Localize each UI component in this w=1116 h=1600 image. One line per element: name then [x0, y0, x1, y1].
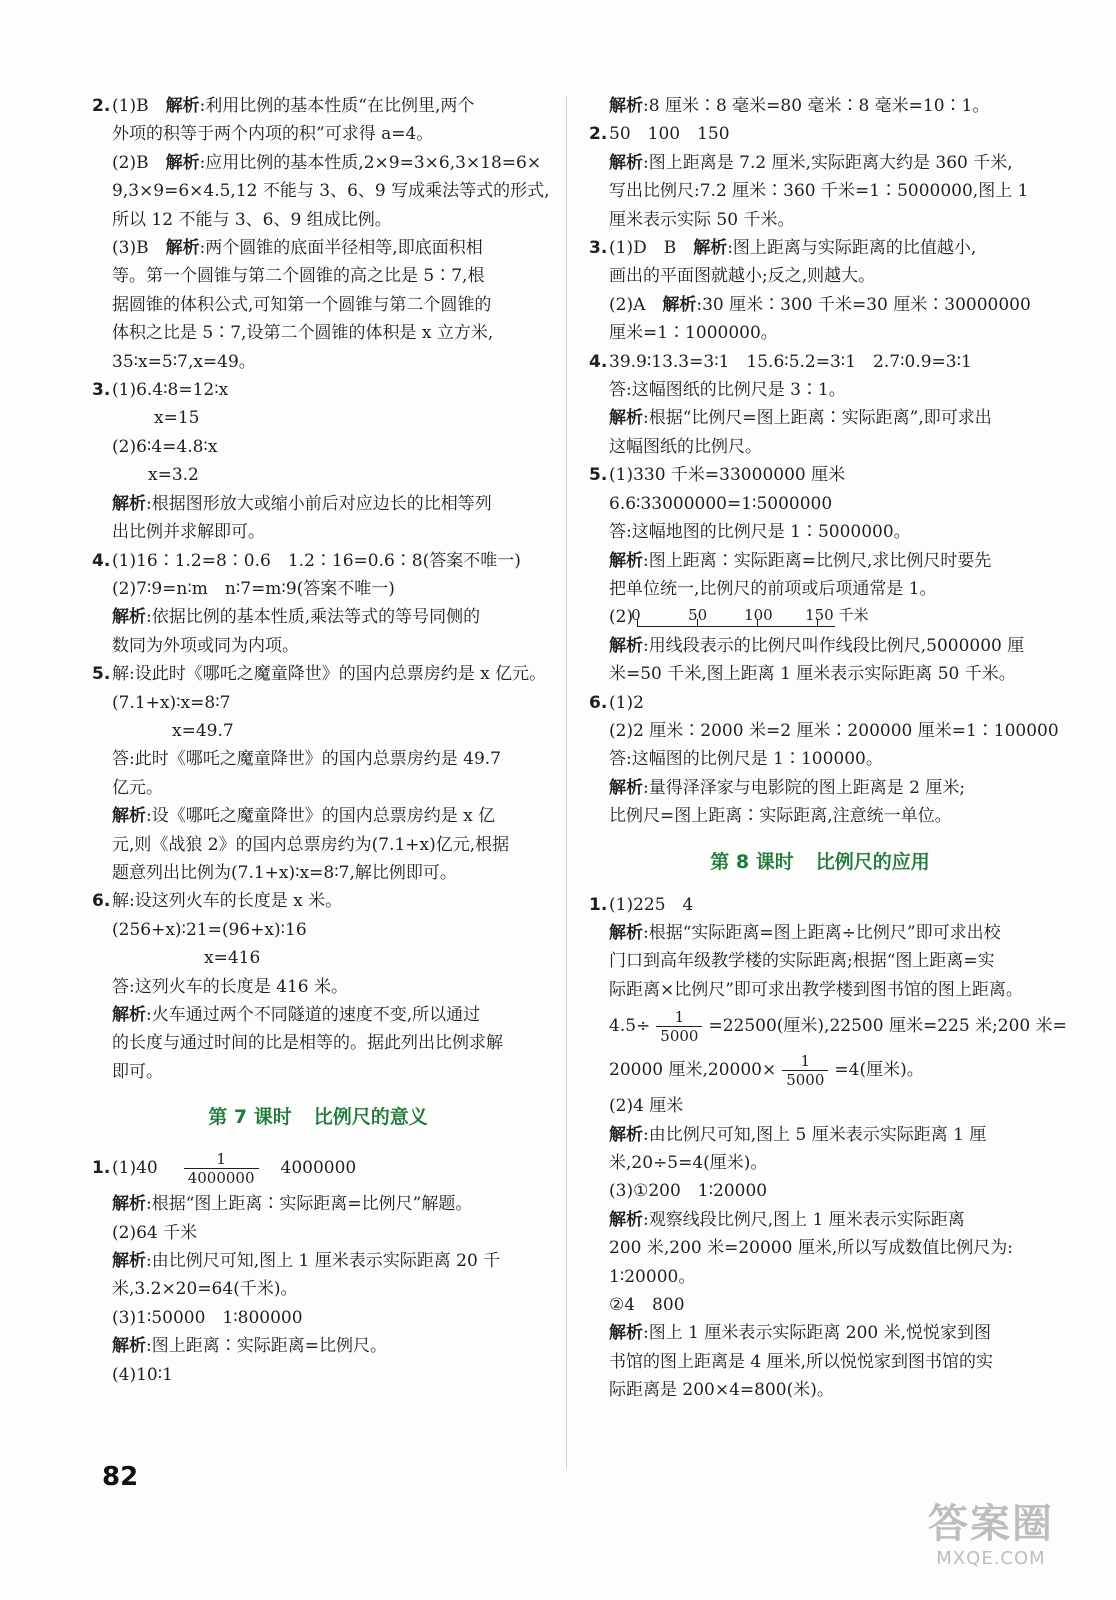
- r5-line2: 6.6∶33000000=1∶5000000: [609, 493, 833, 514]
- s7-q1-line4: (4)10∶1: [112, 1364, 173, 1385]
- s7-q1-line2: (2)64 千米: [112, 1222, 198, 1243]
- q3-line1: 3. (1)6.4∶8=12∶x: [92, 380, 229, 401]
- r6-line2: (2)2 厘米∶2000 米=2 厘米∶200000 厘米=1∶100000: [609, 720, 1059, 741]
- r5-analysis-line2: 把单位统一,比例尺的前项或后项通常是 1。: [609, 578, 937, 599]
- r5-line4: (2) 0 50 100 150 千米: [589, 603, 1051, 631]
- s8-q1-analysis3-line2: 200 米,200 米=20000 厘米,所以写成数值比例尺为:: [609, 1238, 1013, 1259]
- s7-q1-analysis1: 解析:根据“图上距离∶实际距离=比例尺”解题。: [112, 1194, 473, 1215]
- q6-line4: 答:这列火车的长度是 416 米。: [112, 976, 348, 997]
- r2-line1: 2. 50 100 150: [589, 124, 730, 145]
- q5-line4: 答:此时《哪吒之魔童降世》的国内总票房约是 49.7: [112, 749, 501, 770]
- r5-analysis2-line2: 米=50 千米,图上距离 1 厘米表示实际距离 50 千米。: [609, 664, 1016, 685]
- q4-analysis-line2: 数同为外项或同为内项。: [112, 635, 299, 656]
- scale-bar-label: 100: [744, 605, 773, 624]
- s8-q1-analysis2: 解析:由比例尺可知,图上 5 厘米表示实际距离 1 厘: [609, 1124, 987, 1145]
- r6-line1: 6. (1)2: [589, 692, 644, 713]
- r4-line2: 答:这幅图纸的比例尺是 3∶1。: [609, 380, 846, 401]
- q2-part1-line2: 外项的积等于两个内项的积”可求得 a=4。: [112, 124, 434, 145]
- s8-q1-analysis4: 解析:图上 1 厘米表示实际距离 200 米,悦悦家到图: [609, 1323, 992, 1344]
- fraction: $\frac{1}{4000000}$: [184, 1150, 259, 1187]
- s8-q1-analysis4-line2: 书馆的图上距离是 4 厘米,所以悦悦家到图书馆的实: [609, 1351, 994, 1372]
- r5-line3: 答:这幅地图的比例尺是 1∶5000000。: [609, 522, 911, 543]
- s7-q1-analysis2: 解析:由比例尺可知,图上 1 厘米表示实际距离 20 千: [112, 1251, 501, 1272]
- q2-part2: (2)B 解析:应用比例的基本性质,2×9=3×6,3×18=6×: [112, 152, 542, 173]
- r5-analysis: 解析:图上距离∶实际距离=比例尺,求比例尺时要先: [609, 550, 992, 571]
- q2-part3-line2: 等。第一个圆锥与第二个圆锥的高之比是 5∶7,根: [112, 266, 485, 287]
- r3-line3: (2)A 解析:30 厘米∶300 千米=30 厘米∶30000000: [609, 294, 1031, 315]
- column-divider: [566, 96, 567, 1468]
- s8-q1-calc2: 20000 厘米,20000× $\frac{1}{5000}$ =4(厘米)。: [609, 1052, 924, 1090]
- s8-q1-line3: (3)①200 1∶20000: [609, 1181, 768, 1202]
- q2-part3: (3)B 解析:两个圆锥的底面半径相等,即底面积相: [112, 238, 483, 259]
- q6-analysis-line2: 的长度与通过时间的比是相等的。据此列出比例求解: [112, 1033, 503, 1054]
- q5-analysis: 解析:设《哪吒之魔童降世》的国内总票房约是 x 亿: [112, 806, 496, 827]
- q6-line3: x=416: [204, 948, 261, 969]
- r2-analysis-line3: 厘米表示实际 50 千米。: [609, 209, 795, 230]
- q2-part2-line2: 9,3×9=6×4.5,12 不能与 3、6、9 写成乘法等式的形式,: [112, 181, 550, 202]
- r3-line4: 厘米=1∶1000000。: [609, 323, 778, 344]
- q6-line2: (256+x)∶21=(96+x)∶16: [112, 919, 307, 940]
- lesson-7-heading: 第 7 课时 比例尺的意义: [208, 1106, 428, 1129]
- scale-bar-label: 0: [631, 605, 641, 624]
- q5-line5: 亿元。: [112, 777, 163, 798]
- fraction: $\frac{1}{5000}$: [782, 1052, 828, 1089]
- watermark-site: MXQE.COM: [936, 1548, 1046, 1569]
- q3-line3: (2)6∶4=4.8∶x: [112, 436, 218, 457]
- scale-bar-label: 150 千米: [805, 605, 869, 624]
- fraction: $\frac{1}{5000}$: [656, 1008, 702, 1045]
- q6-analysis: 解析:火车通过两个不同隧道的速度不变,所以通过: [112, 1005, 481, 1025]
- s7-q1-analysis2-line2: 米,3.2×20=64(千米)。: [112, 1279, 298, 1300]
- watermark-logo: [906, 1500, 1076, 1582]
- s8-q1-line2: (2)4 厘米: [609, 1096, 684, 1117]
- q6-line1: 6. 解:设这列火车的长度是 x 米。: [92, 891, 343, 912]
- q3-analysis-line2: 出比例并求解即可。: [112, 522, 265, 543]
- s8-q1-analysis3: 解析:观察线段比例尺,图上 1 厘米表示实际距离: [609, 1209, 965, 1230]
- s7-q1-line1: 1. (1)40 $\frac{1}{4000000}$ 4000000: [92, 1150, 357, 1188]
- q5-analysis-line2: 元,则《战狼 2》的国内总票房约为(7.1+x)亿元,根据: [112, 834, 510, 855]
- s8-q1-analysis4-line3: 际距离是 200×4=800(米)。: [609, 1380, 834, 1401]
- r5-line1: 5. (1)330 千米=33000000 厘米: [589, 465, 846, 486]
- r4-analysis: 解析:根据“比例尺=图上距离∶实际距离”,即可求出: [609, 408, 992, 429]
- page-number: 82: [102, 1462, 139, 1492]
- q5-analysis-line3: 题意列出比例为(7.1+x)∶x=8∶7,解比例即可。: [112, 862, 457, 883]
- r1-analysis: 解析:8 厘米∶8 毫米=80 毫米∶8 毫米=10∶1。: [609, 96, 990, 116]
- watermark-brand: 答案圈: [928, 1501, 1054, 1547]
- r6-analysis: 解析:量得泽泽家与电影院的图上距离是 2 厘米;: [609, 777, 966, 798]
- q4-line1: 4. (1)16∶1.2=8∶0.6 1.2∶16=0.6∶8(答案不唯一): [92, 550, 521, 571]
- s8-q1-line4: ②4 800: [609, 1295, 685, 1316]
- s8-q1-line1: 1. (1)225 4: [589, 894, 694, 915]
- s8-q1-calc1: 4.5÷ $\frac{1}{5000}$ =22500(厘米),22500 厘米=225 米;200 米=: [609, 1008, 1067, 1046]
- s7-q1-line3: (3)1∶50000 1∶800000: [112, 1307, 303, 1328]
- q3-line2: x=15: [154, 408, 200, 429]
- q6-analysis-line3: 即可。: [112, 1061, 163, 1082]
- s8-q1-analysis-line3: 际距离×比例尺”即可求出教学楼到图书馆的图上距离。: [609, 979, 1023, 1000]
- q2-part1: 2. (1)B 解析:利用比例的基本性质“在比例里,两个: [92, 96, 475, 116]
- r6-analysis-line2: 比例尺=图上距离∶实际距离,注意统一单位。: [609, 806, 952, 827]
- r2-analysis-line2: 写出比例尺:7.2 厘米∶360 千米=1∶5000000,图上 1: [609, 181, 1029, 202]
- q5-line3: x=49.7: [172, 720, 234, 741]
- q2-part3-line5: 35∶x=5∶7,x=49。: [112, 351, 256, 372]
- q2-part3-line4: 体积之比是 5∶7,设第二个圆锥的体积是 x 立方米,: [112, 323, 494, 344]
- lesson-8-heading: 第 8 课时 比例尺的应用: [710, 850, 930, 873]
- r4-line1: 4. 39.9∶13.3=3∶1 15.6∶5.2=3∶1 2.7∶0.9=3∶1: [589, 351, 972, 372]
- q5-line1: 5. 解:设此时《哪吒之魔童降世》的国内总票房约是 x 亿元。: [92, 664, 547, 685]
- s8-q1-analysis2-line2: 米,20÷5=4(厘米)。: [609, 1153, 768, 1173]
- right-column: [589, 92, 1067, 1405]
- q4-line2: (2)7∶9=n∶m n∶7=m∶9(答案不唯一): [112, 578, 395, 599]
- s8-q1-analysis3-line3: 1∶20000。: [609, 1266, 696, 1287]
- r3-line2: 画出的平面图就越小;反之,则越大。: [609, 266, 876, 287]
- s7-q1-analysis3: 解析:图上距离∶实际距离=比例尺。: [112, 1336, 387, 1357]
- s8-q1-analysis: 解析:根据“实际距离=图上距离÷比例尺”即可求出校: [609, 922, 1001, 943]
- q4-analysis: 解析:依据比例的基本性质,乘法等式的等号同侧的: [112, 607, 481, 628]
- q2-part3-line3: 据圆锥的体积公式,可知第一个圆锥与第二个圆锥的: [112, 294, 492, 315]
- q3-line4: x=3.2: [148, 465, 199, 486]
- r4-analysis-line2: 这幅图纸的比例尺。: [609, 436, 762, 457]
- r3-line1: 3. (1)D B 解析:图上距离与实际距离的比值越小,: [589, 238, 977, 259]
- segment-scale-bar: [631, 605, 869, 629]
- scale-bar-label: 50: [688, 605, 708, 624]
- q3-analysis: 解析:根据图形放大或缩小前后对应边长的比相等列: [112, 493, 492, 514]
- r2-analysis: 解析:图上距离是 7.2 厘米,实际距离大约是 360 千米,: [609, 152, 1013, 173]
- r5-analysis2: 解析:用线段表示的比例尺叫作线段比例尺,5000000 厘: [609, 635, 1025, 656]
- q2-part2-line3: 所以 12 不能与 3、6、9 组成比例。: [112, 209, 392, 230]
- s8-q1-analysis-line2: 门口到高年级教学楼的实际距离;根据“图上距离=实: [609, 951, 995, 972]
- left-column: [92, 92, 550, 1389]
- q5-line2: (7.1+x)∶x=8∶7: [112, 692, 231, 713]
- r6-line3: 答:这幅图的比例尺是 1∶100000。: [609, 749, 883, 770]
